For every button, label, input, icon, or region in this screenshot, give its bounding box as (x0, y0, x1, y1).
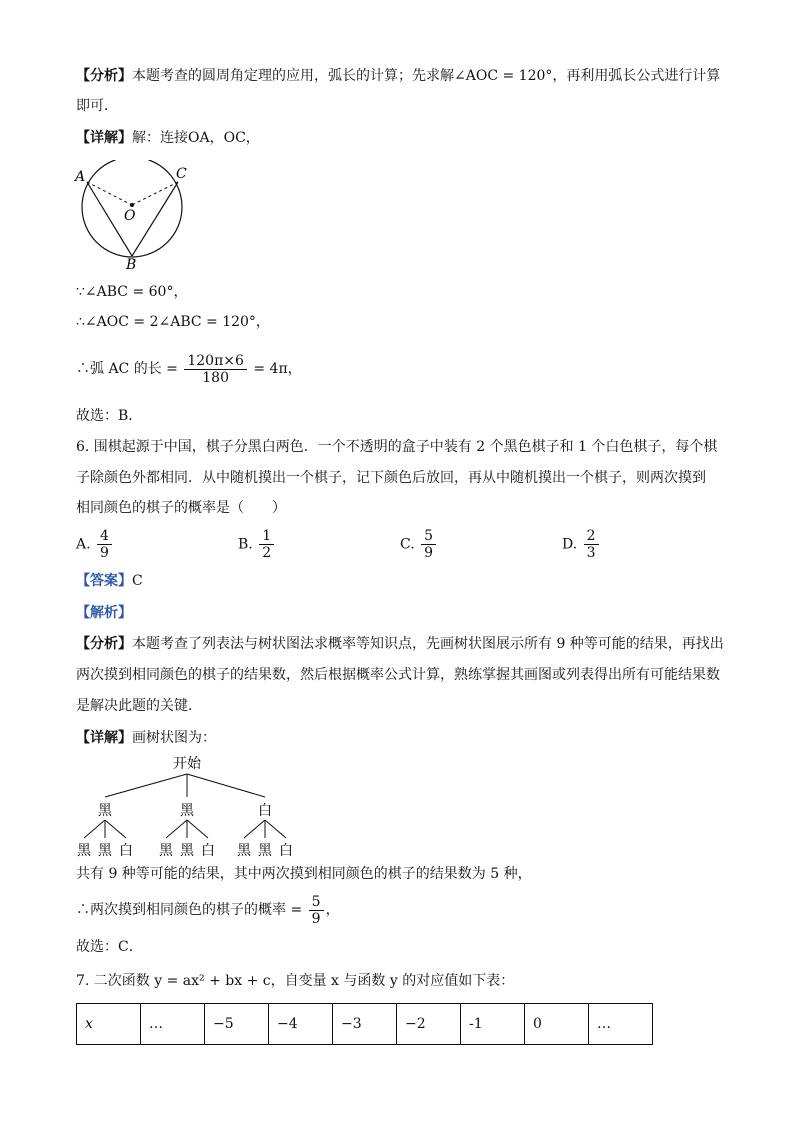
fraction-numerator: 5 (421, 528, 436, 545)
table-cell: −5 (205, 1004, 269, 1045)
fraction-numerator: 4 (97, 528, 112, 545)
q6-tree-diagram (70, 752, 310, 860)
q5-detail-tag: 【详解】 (76, 130, 132, 146)
tree-leaf: 白 (201, 843, 215, 859)
q5-analysis-line1 (76, 66, 720, 86)
option-fraction (421, 528, 436, 561)
q7-value-table (76, 1003, 653, 1045)
fraction-denominator: 180 (202, 369, 229, 386)
table-cell: -1 (461, 1004, 525, 1045)
option-letter: D. (562, 536, 578, 553)
label-b: B (126, 257, 137, 272)
q6-detail-tag: 【详解】 (76, 730, 132, 746)
fraction-denominator: 3 (586, 545, 596, 561)
q5-circle-figure (70, 160, 200, 272)
tree-level1-node: 白 (258, 803, 272, 819)
q6-option-a (76, 528, 114, 561)
q6-choose: 故选：C． (76, 939, 143, 955)
tree-branch (187, 820, 208, 838)
option-letter: B. (238, 536, 253, 553)
fraction-denominator: 9 (100, 545, 109, 561)
q5-analysis-text: 本题考查的圆周角定理的应用，弧长的计算；先求解∠AOC = 120°，再利用弧长公式进行计算 (132, 68, 721, 84)
q6-stem-line3: 相同颜色的棋子的概率是（ ） (76, 500, 286, 516)
table-cell: −3 (333, 1004, 397, 1045)
table-cell: … (141, 1004, 205, 1045)
q6-analysis-line1 (76, 634, 724, 654)
table-cell: 0 (525, 1004, 589, 1045)
tree-level1-node: 黑 (180, 803, 194, 819)
tree-leaf: 黑 (159, 843, 173, 859)
q6-option-b (238, 528, 276, 561)
tree-leaf: 黑 (77, 843, 91, 859)
answer-tag: 【答案】 (76, 573, 132, 589)
tree-level1-node: 黑 (98, 803, 112, 819)
q6-explain-tag: 【解析】 (76, 605, 132, 621)
q6-analysis-tag: 【分析】 (76, 636, 132, 652)
q6-answer-line (76, 571, 143, 591)
q6-probability-line (76, 893, 340, 927)
q6-stem-line1: 6. 围棋起源于中国，棋子分黑白两色．一个不透明的盒子中装有 2 个黑色棋子和 1 个白色棋子，每个棋 (76, 439, 718, 455)
table-row (77, 1004, 653, 1045)
tree-branch (105, 820, 126, 838)
option-fraction (584, 528, 599, 561)
label-o: O (124, 208, 136, 224)
label-c: C (176, 166, 187, 182)
q6-stem-line2: 子除颜色外都相同．从中随机摸出一个棋子，记下颜色后放回，再从中随机摸出一个棋子，则两次摸到 (76, 470, 706, 486)
q5-step3-prefix: ∴弧 AC 的长 = (76, 361, 178, 377)
fraction-denominator: 2 (262, 545, 272, 561)
q6-analysis-line3: 是解决此题的关键． (76, 698, 202, 714)
q6-detail-text: 画树状图为： (132, 730, 216, 746)
tree-leaf: 白 (119, 843, 133, 859)
tree-leaf: 黑 (98, 843, 112, 859)
q5-analysis-tag: 【分析】 (76, 68, 132, 84)
tree-root: 开始 (173, 756, 201, 772)
q5-choose: 故选：B． (76, 408, 143, 424)
fraction-denominator: 9 (311, 910, 321, 927)
fraction-numerator: 5 (309, 894, 324, 911)
q5-step3 (76, 352, 302, 386)
tree-branch (187, 774, 265, 797)
fraction-numerator: 1 (259, 528, 274, 545)
q6-result-line: 共有 9 种等可能的结果，其中两次摸到相同颜色的棋子的结果数为 5 种， (76, 866, 532, 882)
label-a: A (75, 169, 86, 185)
center-point (130, 203, 134, 207)
answer-value: C (132, 573, 143, 589)
q5-analysis-line2: 即可． (76, 98, 118, 114)
q7-stem-line1: 7. 二次函数 y = ax² + bx + c，自变量 x 与函数 y 的对应值如下表： (76, 973, 515, 989)
tree-branch (265, 820, 286, 838)
tree-branch (105, 774, 187, 797)
q5-step3-suffix: = 4π， (253, 361, 302, 377)
q5-step2: ∴∠AOC = 2∠ABC = 120°， (76, 314, 270, 330)
tree-leaf: 白 (279, 843, 293, 859)
option-fraction (97, 528, 112, 561)
option-letter: A. (76, 536, 91, 553)
q6-option-c (400, 528, 438, 561)
option-fraction (259, 528, 274, 561)
table-cell: −2 (397, 1004, 461, 1045)
table-cell: x (77, 1004, 141, 1045)
q5-detail-line (76, 128, 260, 148)
q5-step1: ∵∠ABC = 60°， (76, 284, 188, 300)
q6-prob-prefix: ∴两次摸到相同颜色的棋子的概率 = (76, 902, 303, 918)
fraction-numerator: 2 (584, 528, 599, 545)
q6-option-d (562, 528, 601, 561)
q6-prob-fraction (309, 894, 324, 927)
fraction-numerator: 120π×6 (184, 353, 247, 370)
tree-leaf: 黑 (237, 843, 251, 859)
q6-analysis-text: 本题考查了列表法与树状图法求概率等知识点，先画树状图展示所有 9 种等可能的结果，再找出 (132, 636, 724, 652)
tree-branch (244, 820, 265, 838)
q6-detail-line (76, 728, 216, 748)
fraction-denominator: 9 (424, 545, 434, 561)
tree-branch (84, 820, 105, 838)
q5-arc-fraction (184, 353, 247, 386)
q6-prob-suffix: ， (325, 902, 340, 918)
table-cell: −4 (269, 1004, 333, 1045)
tree-branch (166, 820, 187, 838)
tree-leaf: 黑 (180, 843, 194, 859)
table-cell: … (589, 1004, 653, 1045)
option-letter: C. (400, 536, 415, 553)
q5-detail-text: 解：连接OA，OC， (132, 130, 260, 146)
q6-analysis-line2: 两次摸到相同颜色的棋子的结果数，然后根据概率公式计算，熟练掌握其画图或列表得出所有可能结果数 (76, 667, 720, 683)
tree-leaf: 黑 (258, 843, 272, 859)
